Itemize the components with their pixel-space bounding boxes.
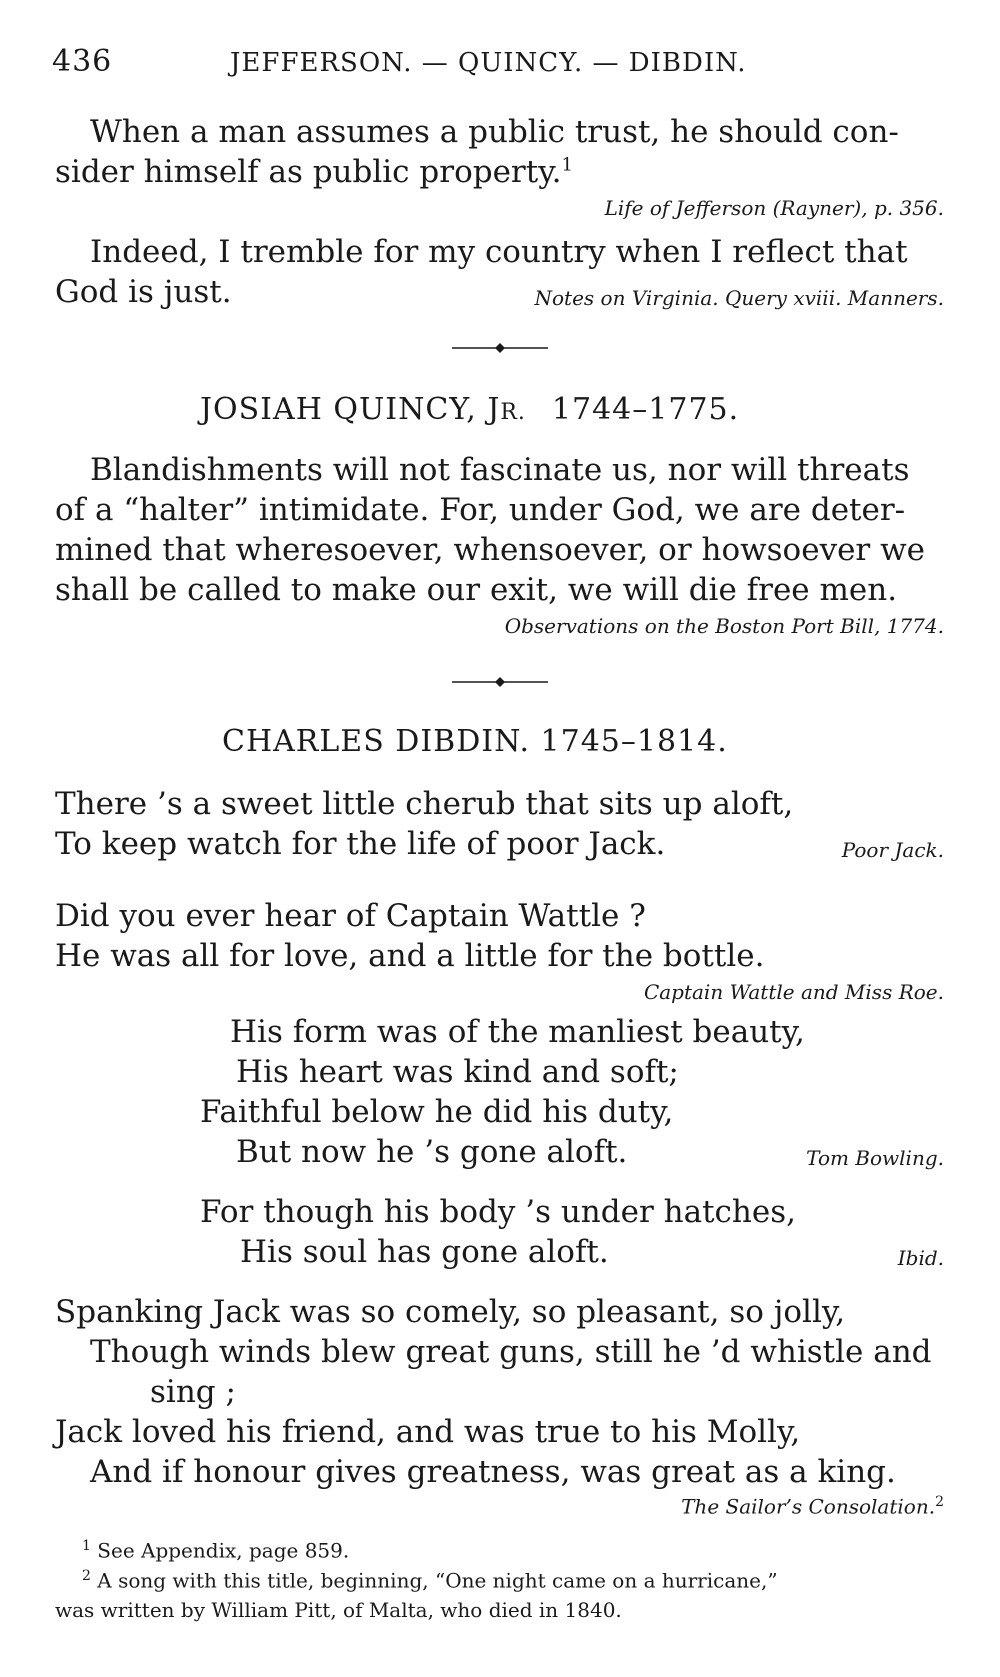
dibdin-quote-3-line-1: His form was of the manliest beauty, xyxy=(230,1014,805,1050)
dibdin-quote-3-line-3: Faithful below he did his duty, xyxy=(200,1094,674,1130)
dibdin-quote-4-citation: Ibid. xyxy=(897,1246,944,1270)
dibdin-heading: CHARLES DIBDIN. 1745–1814. xyxy=(222,724,728,759)
section-divider-ornament xyxy=(450,676,550,688)
footnote-2-text: A song with this title, beginning, “One night came on a hurricane,” xyxy=(97,1568,778,1593)
dibdin-quote-2-line-2: He was all for love, and a little for the bottle. xyxy=(55,938,765,974)
running-title: JEFFERSON. — QUINCY. — DIBDIN. xyxy=(230,48,747,78)
footnote-1-mark: 1 xyxy=(82,1538,91,1554)
quincy-quote-line-1: Blandishments will not fascinate us, nor will threats xyxy=(90,452,910,488)
dibdin-quote-3-citation: Tom Bowling. xyxy=(806,1146,944,1170)
quincy-heading-name: JOSIAH QUINCY, J xyxy=(200,392,501,427)
quincy-heading-dates: 1744–1775. xyxy=(551,392,740,427)
footnote-2-line-2: was written by William Pitt, of Malta, who died in 1840. xyxy=(55,1598,622,1622)
jefferson-quote-1-text: sider himself as public property. xyxy=(55,154,562,190)
dibdin-quote-5-line-5: And if honour gives greatness, was great as a king. xyxy=(90,1454,896,1490)
dibdin-quote-1-line-2: To keep watch for the life of poor Jack. xyxy=(55,826,666,862)
jefferson-quote-2-line-1: Indeed, I tremble for my country when I reflect that xyxy=(90,234,908,270)
dibdin-quote-1-citation: Poor Jack. xyxy=(841,838,944,862)
quincy-quote-line-3: mined that wheresoever, whensoever, or howsoever we xyxy=(55,532,925,568)
jefferson-quote-1-citation: Life of Jefferson (Rayner), p. 356. xyxy=(604,196,944,220)
dibdin-quote-5-line-1: Spanking Jack was so comely, so pleasant, so jolly, xyxy=(55,1294,846,1330)
quincy-quote-line-2: of a “halter” intimidate. For, under God, we are deter- xyxy=(55,492,906,528)
quincy-quote-citation: Observations on the Boston Port Bill, 1774. xyxy=(504,614,944,638)
dibdin-quote-5-citation xyxy=(681,1494,944,1519)
dibdin-quote-3-line-2: His heart was kind and soft; xyxy=(236,1054,679,1090)
quincy-heading xyxy=(200,392,739,427)
dibdin-quote-5-line-3: sing ; xyxy=(150,1374,236,1410)
dibdin-quote-5-citation-text: The Sailor’s Consolation. xyxy=(681,1494,936,1519)
dibdin-quote-1-line-1: There ’s a sweet little cherub that sits up aloft, xyxy=(55,786,794,822)
dibdin-quote-3-line-4: But now he ’s gone aloft. xyxy=(236,1134,628,1170)
footnote-2-mark: 2 xyxy=(82,1568,91,1584)
dibdin-quote-4-line-2: His soul has gone aloft. xyxy=(240,1234,609,1270)
quincy-quote-line-4: shall be called to make our exit, we will die free men. xyxy=(55,572,898,608)
footnote-1-text: See Appendix, page 859. xyxy=(97,1538,350,1563)
page-number: 436 xyxy=(52,44,113,79)
footnote-ref-1: 1 xyxy=(561,154,573,176)
footnote-ref-2: 2 xyxy=(935,1494,944,1510)
jefferson-quote-2-citation: Notes on Virginia. Query xviii. Manners. xyxy=(534,286,944,310)
jefferson-quote-2-line-2: God is just. xyxy=(55,274,232,310)
dibdin-quote-5-line-4: Jack loved his friend, and was true to his Molly, xyxy=(55,1414,801,1450)
footnote-2-line-1 xyxy=(82,1568,778,1593)
footnote-1 xyxy=(82,1538,349,1563)
dibdin-quote-5-line-2: Though winds blew great guns, still he ’d whistle and xyxy=(90,1334,932,1370)
dibdin-quote-2-citation: Captain Wattle and Miss Roe. xyxy=(643,980,944,1004)
dibdin-quote-2-line-1: Did you ever hear of Captain Wattle ? xyxy=(55,898,646,934)
section-divider-ornament xyxy=(450,342,550,354)
quincy-heading-suffix: R. xyxy=(500,400,526,425)
jefferson-quote-1-line-1: When a man assumes a public trust, he should con- xyxy=(90,114,899,150)
jefferson-quote-1-line-2 xyxy=(55,154,573,190)
dibdin-quote-4-line-1: For though his body ’s under hatches, xyxy=(200,1194,796,1230)
